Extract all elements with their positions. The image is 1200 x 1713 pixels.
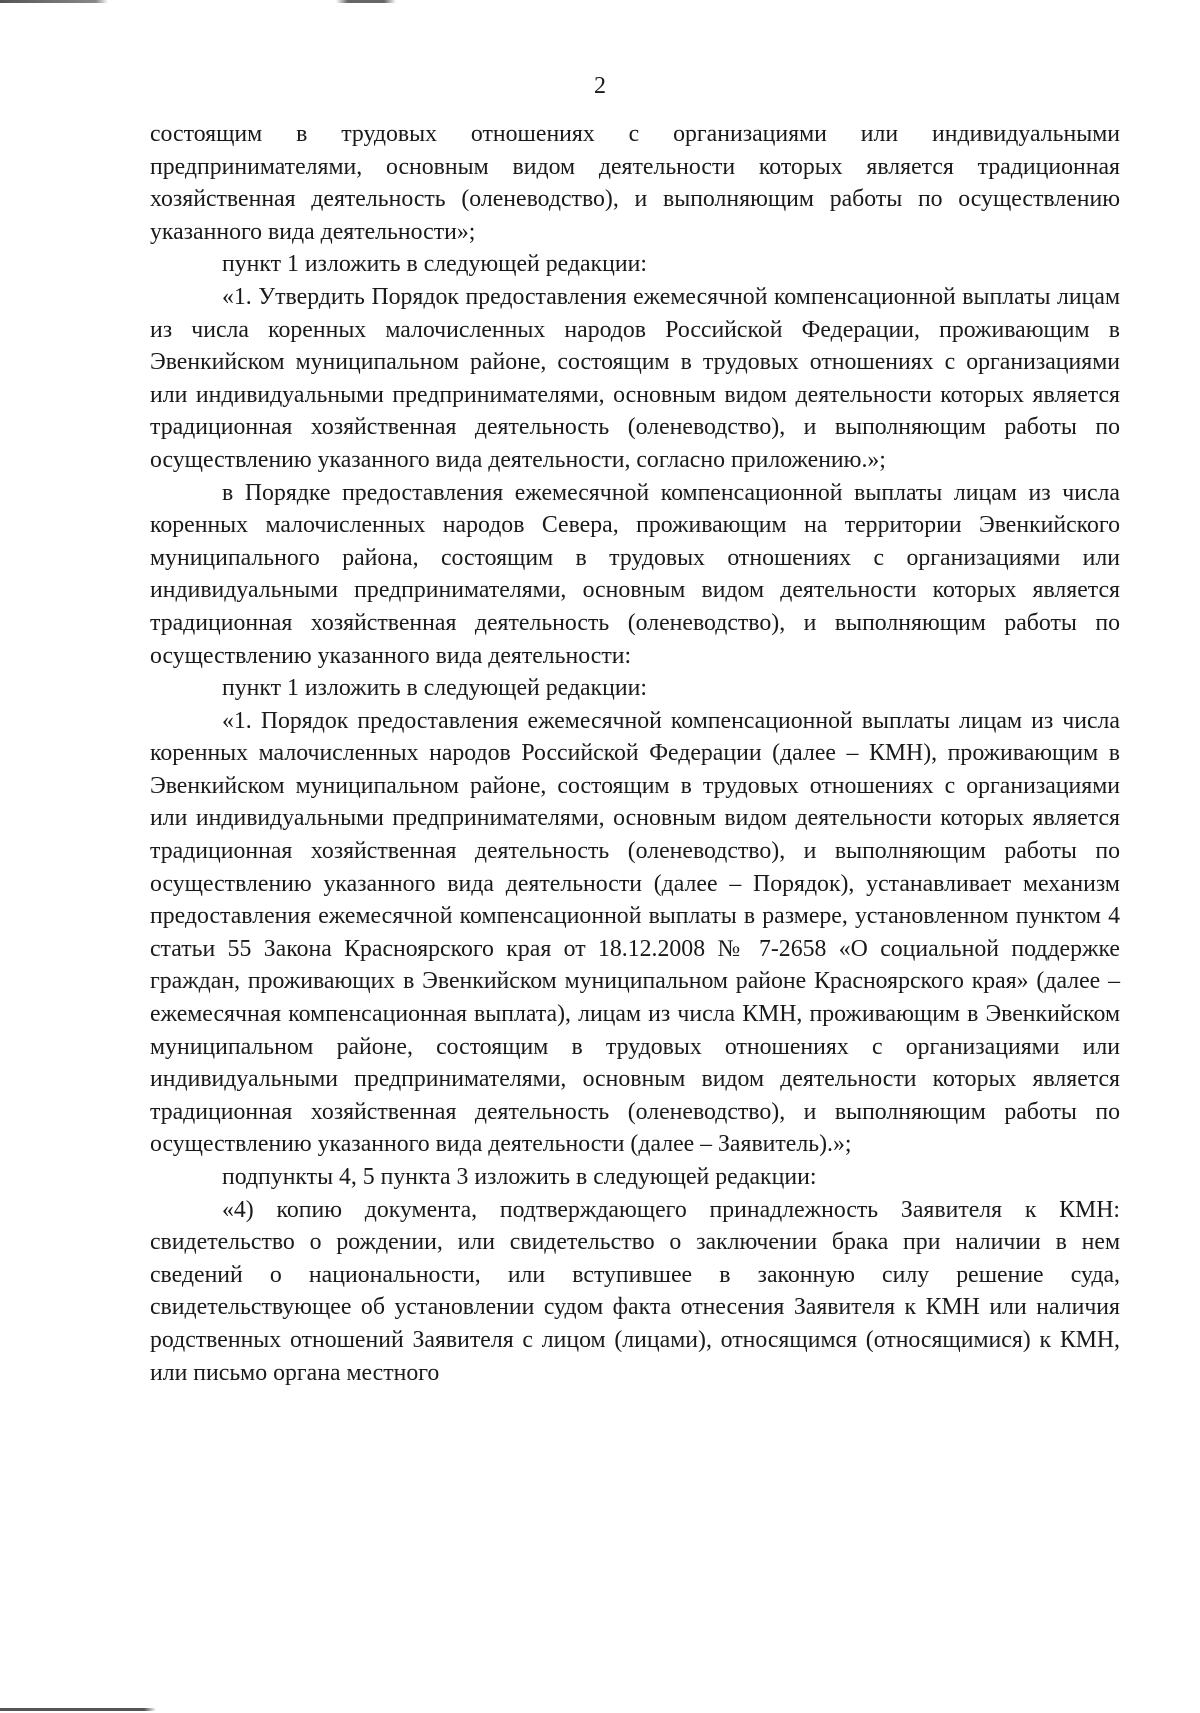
paragraph: подпункты 4, 5 пункта 3 изложить в следующей редакции:: [222, 1164, 817, 1190]
paragraph: пункт 1 изложить в следующей редакции:: [222, 675, 647, 702]
paragraph: «1. Порядок предоставления ежемесячной компенсационной выплаты лицам из числа коренных малочисленных народов Российской Федерации (далее – КМН), проживающим в Эвенкийском муниципальном районе, состоящим в трудовых отношениях с организациями или индивидуальными предпринимателями, основным видом деятельности которых является традиционная хозяйственная деятельность (оленеводство), и выполняющим работы по осуществлению указанного вида деятельности (далее – Порядок), устанавливает механизм предоставления ежемесячной компенсационной выплаты в размере, установленном пунктом 4 статьи 55 Закона Красноярского края от 18.12.2008 № 7-2658 «О социальной поддержке граждан, проживающих в Эвенкийском муниципальном районе Красноярского края» (далее – ежемесячная компенсационная выплата), лицам из числа КМН, проживающим в Эвенкийском муниципальном районе, состоящим в трудовых отношениях с организациями или индивидуальными предпринимателями, основным видом деятельности которых является традиционная хозяйственная деятельность (оленеводство), и выполняющим работы по осуществлению указанного вида деятельности (далее – Заявитель).»;: [150, 707, 1120, 1158]
scan-edge-top: [0, 0, 1200, 3]
document-body: [150, 118, 1120, 1389]
paragraph: состоящим в трудовых отношениях с организациями или индивидуальными предпринимателями, основным видом деятельности которых является традиционная хозяйственная деятельность (оленеводство), и выполняющим работы по осуществлению указанного вида деятельности»;: [150, 121, 1120, 245]
paragraph: «4) копию документа, подтверждающего принадлежность Заявителя к КМН: свидетельство о рождении, или свидетельство о заключении брака при наличии в нем сведений о национальности, или вступившее в законную силу решение суда, свидетельствующее об установлении судом факта отнесения Заявителя к КМН или наличия родственных отношений Заявителя с лицом (лицами), относящимся (относящимися) к КМН, или письмо органа местного: [150, 1196, 1120, 1386]
paragraph: в Порядке предоставления ежемесячной компенсационной выплаты лицам из числа коренных малочисленных народов Севера, проживающим на территории Эвенкийского муниципального района, состоящим в трудовых отношениях с организациями или индивидуальными предпринимателями, основным видом деятельности которых является традиционная хозяйственная деятельность (оленеводство), и выполняющим работы по осуществлению указанного вида деятельности:: [150, 479, 1120, 669]
paragraph: пункт 1 изложить в следующей редакции:: [222, 251, 647, 278]
scan-edge-bottom: [0, 1708, 1200, 1711]
page-number: 2: [594, 73, 606, 99]
paragraph: «1. Утвердить Порядок предоставления ежемесячной компенсационной выплаты лицам из числа коренных малочисленных народов Российской Федерации, проживающим в Эвенкийском муниципальном районе, состоящим в трудовых отношениях с организациями или индивидуальными предпринимателями, основным видом деятельности которых является традиционная хозяйственная деятельность (оленеводство), и выполняющим работы по осуществлению указанного вида деятельности, согласно приложению.»;: [150, 283, 1120, 473]
